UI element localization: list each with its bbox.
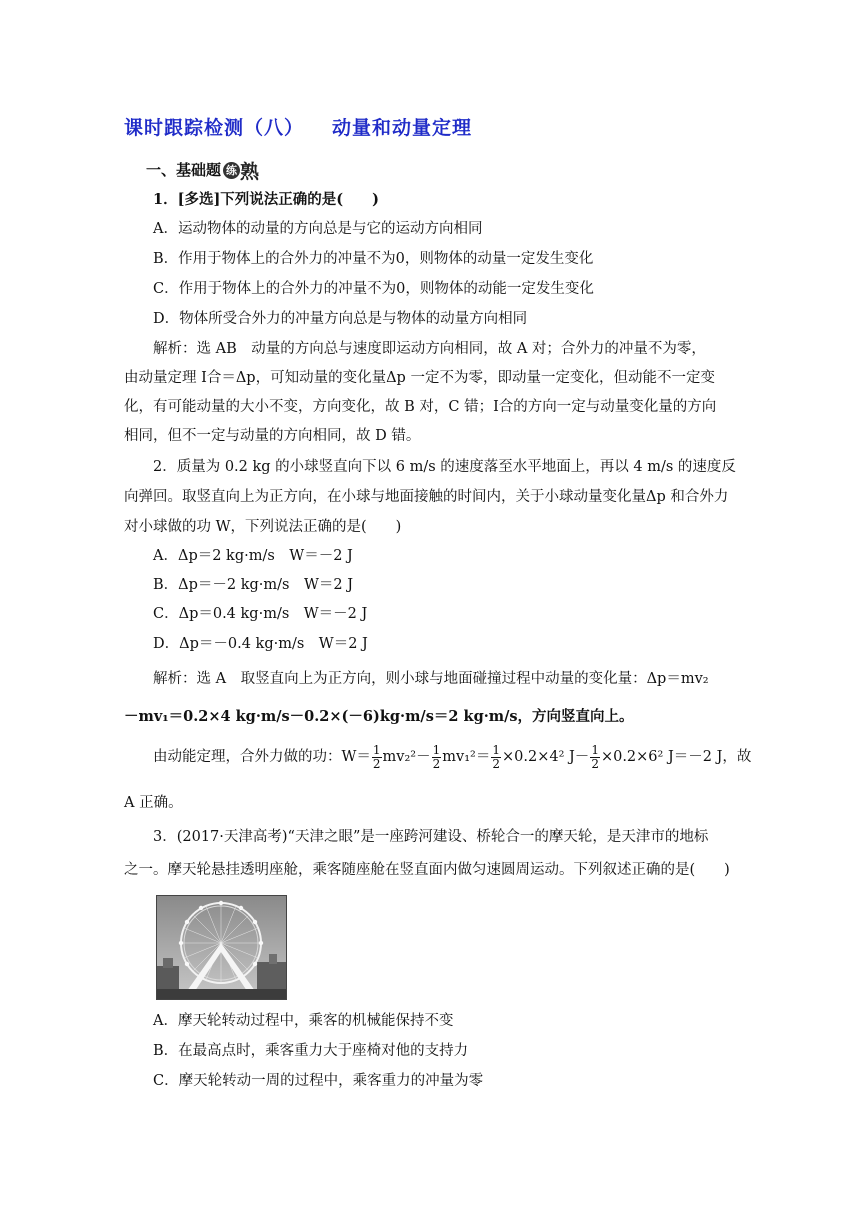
q1-analysis-line: 化，有可能动量的大小不变，方向变化，故 B 对，C 错；I合的方向一定与动量变化量的方向: [124, 399, 717, 415]
q1-analysis-line: 由动量定理 I合＝Δp，可知动量的变化量Δp 一定不为零，即动量一定变化，但动能不一定变: [124, 370, 715, 386]
q1-option-b: B．作用于物体上的合外力的冲量不为0，则物体的动量一定发生变化: [153, 251, 594, 267]
q1-option-d: D．物体所受合外力的冲量方向总是与物体的动量方向相同: [153, 311, 528, 327]
q2-analysis-line: －mv₁＝0.2×4 kg·m/s－0.2×(－6)kg·m/s＝2 kg·m/s，方向竖直向上。: [124, 708, 634, 725]
section-heading: [146, 157, 259, 184]
q1-option-a: A．运动物体的动量的方向总是与它的运动方向相同: [153, 221, 483, 237]
fraction-half: $\frac{1}{2}$: [372, 743, 381, 771]
q3-option-a: A．摩天轮转动过程中，乘客的机械能保持不变: [153, 1013, 454, 1029]
q3-stem-line: 之一。摩天轮悬挂透明座舱，乘客随座舱在竖直面内做匀速圆周运动。下列叙述正确的是( ): [124, 862, 730, 878]
fraction-half: $\frac{1}{2}$: [432, 743, 441, 771]
q3-option-b: B．在最高点时，乘客重力大于座椅对他的支持力: [153, 1043, 469, 1059]
section-label: 一、基础题: [146, 161, 222, 179]
q1-analysis-line: 解析：选 AB 动量的方向总与速度即运动方向相同，故 A 对；合外力的冲量不为零，: [153, 341, 706, 357]
q1-option-c: C．作用于物体上的合外力的冲量不为0，则物体的动能一定发生变化: [153, 281, 594, 297]
fraction-half: $\frac{1}{2}$: [591, 743, 599, 771]
q2-stem-line: 2．质量为 0.2 kg 的小球竖直向下以 6 m/s 的速度落至水平地面上，再以 4 m/s 的速度反: [153, 459, 736, 475]
title-topic: 动量和动量定理: [332, 117, 473, 139]
q2-option-c: C．Δp＝0.4 kg·m/s W＝－2 J: [153, 606, 368, 622]
q2-option-a: A．Δp＝2 kg·m/s W＝－2 J: [153, 548, 353, 564]
q2-analysis-line: A 正确。: [124, 795, 183, 811]
q3-stem-line: 3．(2017·天津高考)“天津之眼”是一座跨河建设、桥轮合一的摩天轮，是天津市的地标: [153, 829, 709, 845]
title-main: 课时跟踪检测（八）: [124, 117, 305, 139]
practice-badge-icon: 练: [223, 162, 240, 179]
q2-option-b: B．Δp＝－2 kg·m/s W＝2 J: [153, 577, 354, 593]
q1-analysis-line: 相同，但不一定与动量的方向相同，故 D 错。: [124, 428, 421, 444]
q2-analysis-line: 解析：选 A 取竖直向上为正方向，则小球与地面碰撞过程中动量的变化量：Δp＝mv₂: [153, 671, 709, 687]
q3-option-c: C．摩天轮转动一周的过程中，乘客重力的冲量为零: [153, 1073, 484, 1089]
q1-stem: 1．[多选]下列说法正确的是( ): [153, 191, 380, 208]
q2-stem-line: 向弹回。取竖直向上为正方向，在小球与地面接触的时间内，关于小球动量变化量Δp 和合外力: [124, 489, 729, 505]
ferris-wheel-photo: [156, 895, 287, 1000]
page-title: [124, 113, 472, 140]
ferris-wheel-icon: [157, 896, 286, 999]
fraction-half: $\frac{1}{2}$: [492, 743, 500, 771]
q2-stem-line: 对小球做的功 W，下列说法正确的是( ): [124, 519, 402, 535]
q2-analysis-energy: 由动能定理，合外力做的功：W＝ $\frac{1}{2}$ mv₂²－ $\frac{1}{2}$ mv₁²＝ $\frac{1}{2}$ ×0.2×4² J－ $\frac{1}{2}$ ×0.2×6² J＝－2 J，故: [153, 743, 752, 771]
q2-option-d: D．Δp＝－0.4 kg·m/s W＝2 J: [153, 636, 368, 652]
proficient-badge: 熟: [240, 161, 260, 183]
